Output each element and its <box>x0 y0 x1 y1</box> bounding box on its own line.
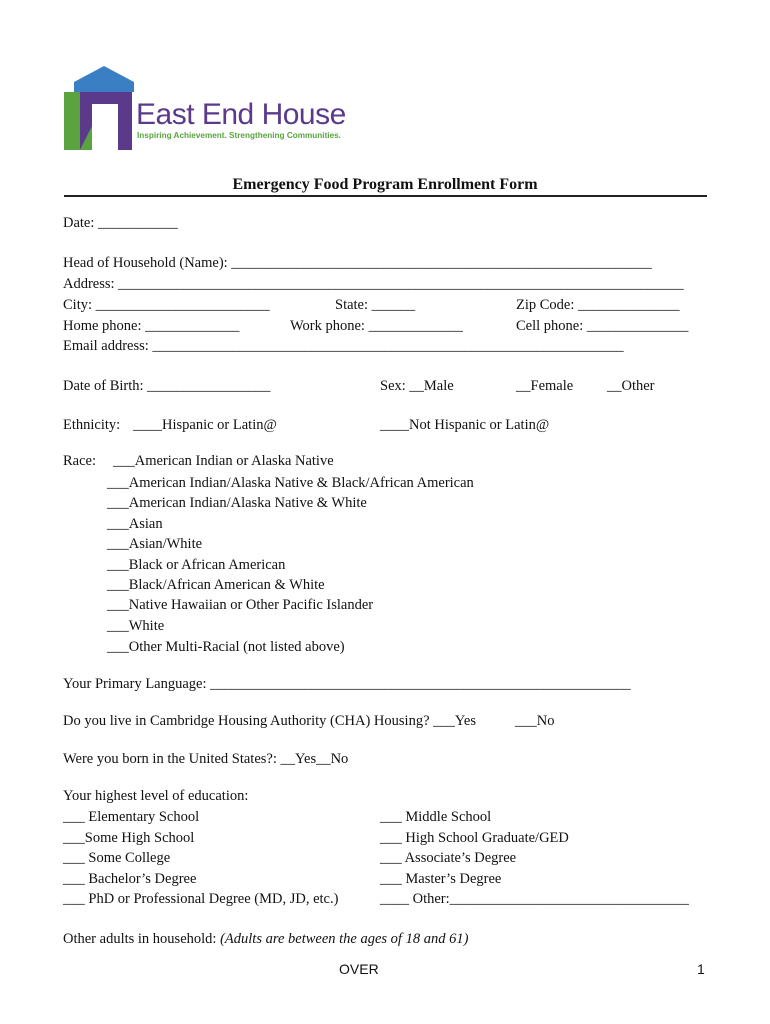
ethnicity-label: Ethnicity: <box>63 417 121 433</box>
born-in-us-field[interactable]: Were you born in the United States?: __Yes__No <box>63 751 349 767</box>
over-label: OVER <box>339 961 379 977</box>
education-option[interactable]: ___ Some College <box>63 850 171 866</box>
other-adults-note: (Adults are between the ages of 18 and 61) <box>220 931 469 947</box>
education-option[interactable]: ___ Master’s Degree <box>380 871 502 887</box>
sex-other-option[interactable]: __Other <box>607 378 655 394</box>
work-phone-field[interactable]: Work phone: _____________ <box>290 318 463 334</box>
primary-language-field[interactable]: Your Primary Language: __________________________________________________________ <box>63 676 631 692</box>
race-option[interactable]: ___American Indian or Alaska Native <box>113 453 334 469</box>
email-field[interactable]: Email address: _________________________________________________________________ <box>63 338 624 354</box>
logo-tagline: Inspiring Achievement. Strengthening Communities. <box>137 131 341 140</box>
sex-male-option[interactable]: Sex: __Male <box>380 378 454 394</box>
head-of-household-field[interactable]: Head of Household (Name): __________________________________________________________ <box>63 255 652 271</box>
education-label: Your highest level of education: <box>63 788 249 804</box>
state-field[interactable]: State: ______ <box>335 297 416 313</box>
city-field[interactable]: City: ________________________ <box>63 297 270 313</box>
education-option[interactable]: ___ Middle School <box>380 809 492 825</box>
date-of-birth-field[interactable]: Date of Birth: _________________ <box>63 378 271 394</box>
house-icon <box>64 64 144 154</box>
cha-housing-yes-option[interactable]: Do you live in Cambridge Housing Authority (CHA) Housing? ___Yes <box>63 713 476 729</box>
race-option[interactable]: ___American Indian/Alaska Native & White <box>107 495 367 511</box>
ethnicity-not-hispanic-option[interactable]: ____Not Hispanic or Latin@ <box>380 417 550 433</box>
race-option[interactable]: ___White <box>107 618 165 634</box>
education-option[interactable]: ___ High School Graduate/GED <box>380 830 569 846</box>
cha-housing-no-option[interactable]: ___No <box>515 713 555 729</box>
race-option[interactable]: ___Black or African American <box>107 557 286 573</box>
zip-code-field[interactable]: Zip Code: ______________ <box>516 297 680 313</box>
other-adults-heading <box>63 930 468 948</box>
race-label: Race: <box>63 453 97 469</box>
sex-female-option[interactable]: __Female <box>516 378 574 394</box>
race-option[interactable]: ___Native Hawaiian or Other Pacific Islander <box>107 597 374 613</box>
education-option[interactable]: ___Some High School <box>63 830 195 846</box>
cell-phone-field[interactable]: Cell phone: ______________ <box>516 318 689 334</box>
other-adults-label: Other adults in household: <box>63 931 221 947</box>
race-option[interactable]: ___Asian <box>107 516 163 532</box>
education-option[interactable]: ___ Elementary School <box>63 809 200 825</box>
address-field[interactable]: Address: ______________________________________________________________________________ <box>63 276 684 292</box>
education-option[interactable]: ___ PhD or Professional Degree (MD, JD, etc.) <box>63 891 339 907</box>
race-option[interactable]: ___American Indian/Alaska Native & Black/African American <box>107 475 474 491</box>
education-option[interactable]: ___ Associate’s Degree <box>380 850 517 866</box>
form-title: Emergency Food Program Enrollment Form <box>232 176 538 193</box>
race-option[interactable]: ___Asian/White <box>107 536 203 552</box>
race-option[interactable]: ___Other Multi-Racial (not listed above) <box>107 639 345 655</box>
education-option[interactable]: ___ Bachelor’s Degree <box>63 871 197 887</box>
ethnicity-hispanic-option[interactable]: ____Hispanic or Latin@ <box>133 417 277 433</box>
logo-name: East End House <box>136 98 346 131</box>
race-option[interactable]: ___Black/African American & White <box>107 577 325 593</box>
education-other-field[interactable]: ____ Other:_________________________________ <box>380 891 689 907</box>
title-underline <box>64 195 707 197</box>
date-field[interactable]: Date: ___________ <box>63 215 178 231</box>
page-number: 1 <box>697 961 705 977</box>
home-phone-field[interactable]: Home phone: _____________ <box>63 318 240 334</box>
